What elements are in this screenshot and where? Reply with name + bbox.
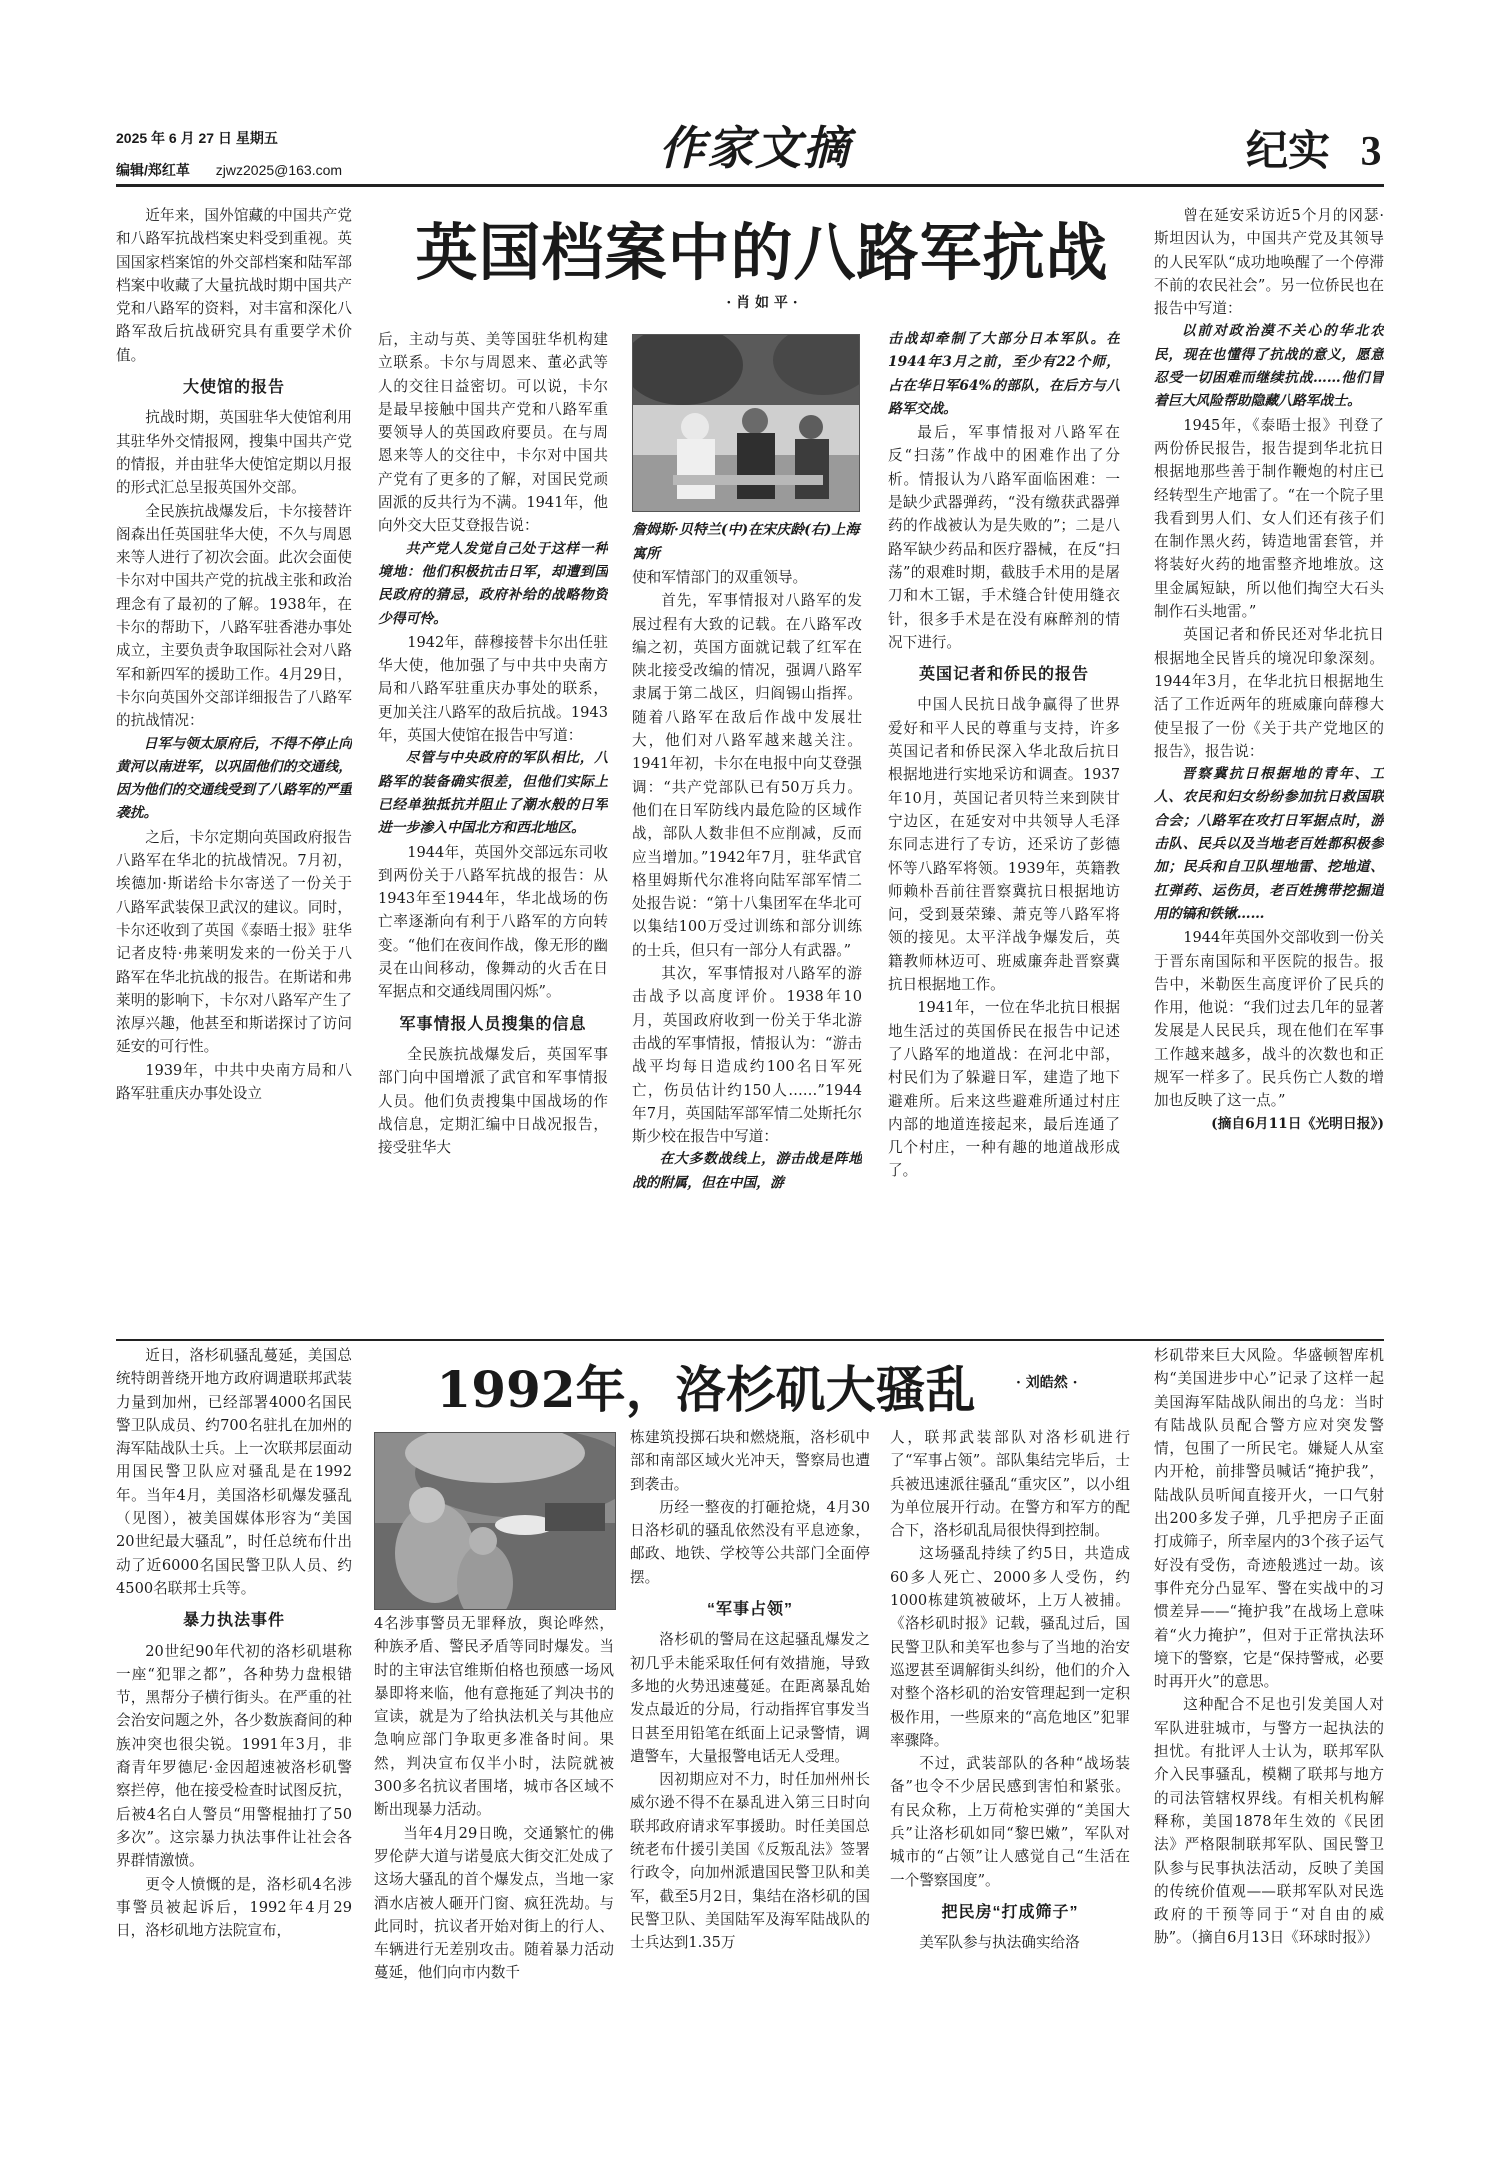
quote-paragraph: 在大多数战线上，游击战是阵地战的附属，但在中国，游 [632,1151,862,1191]
subheading: 大使馆的报告 [182,379,285,397]
quote-paragraph: 晋察冀抗日根据地的青年、工人、农民和妇女纷纷参加抗日救国联合会；八路军在攻打日军据点时，游击队、民兵以及当地老百姓都积极参加；民兵和自卫队埋地雷、挖地道、扛弹药、运伤员，老百姓携带挖掘道用的镐和铁锹…… [1154,766,1384,922]
newspaper-logo: 作家文摘 [659,121,851,175]
paragraph: 其次，军事情报对八路军的游击战予以高度评价。1938年10月，英国政府收到一份关于华北游击战的军事情报，情报认为：“游击战平均每日造成约100名日军死亡，伤员估计约150人……”1944年7月，英国陆军部军情二处斯托尔斯少校在报告中写道： [632,965,862,1146]
quote-paragraph: 尽管与中央政府的军队相比，八路军的装备确实很差，但他们实际上已经单独抵抗并阻止了潮水般的日军进一步渗入中国北方和西北地区。 [378,750,608,837]
quote-paragraph: 击战却牵制了大部分日本军队。在1944年3月之前，至少有22个师，占在华日军64%的部队，在后方与八路军交战。 [888,331,1120,417]
article2-byline: · 刘皓然 · [1016,1375,1078,1391]
paragraph: 后，主动与英、美等国驻华机构建立联系。卡尔与周恩来、董必武等人的交往日益密切。可以说，卡尔是最早接触中国共产党和八路军重要领导人的英国政府要员。在与周恩来等人的交往中，卡尔对中国共产党有了更多的了解，对国民党顽固派的反共行为不满。1941年，他向外交大臣艾登报告说： [378,331,608,535]
subheading: 暴力执法事件 [182,1612,285,1630]
paragraph: 曾在延安采访近5个月的冈瑟·斯坦因认为，中国共产党及其领导的人民军队“成功地唤醒了一个停滞不前的农民社会”。另一位侨民也在报告中写道： [1154,207,1384,318]
paragraph: 1944年英国外交部收到一份关于晋东南国际和平医院的报告。报告中，米勒医生高度评价了民兵的作用，他说：“我们过去几年的显著发展是人民民兵，现在他们在军事工作越来越多，战斗的次数也和正规军一样多了。民兵伤亡人数的增加也反映了这一点。” [1154,929,1384,1110]
subheading: 英国记者和侨民的报告 [918,666,1089,684]
section-label: 纪实 [1246,129,1331,175]
article2-column-5 [1154,1344,1384,2064]
article2-title: 1992年，洛杉矶大骚乱 [436,1360,976,1419]
paragraph: 抗战时期，英国驻华大使馆利用其驻华外交情报网，搜集中国共产党的情报，并由驻华大使馆定期以月报的形式汇总呈报英国外交部。 [116,409,352,497]
paragraph: 这场骚乱持续了约5日，共造成60多人死亡、2000多人受伤，约1000栋建筑被破坏，上万人被捕。《洛杉矶时报》记载，骚乱过后，国民警卫队和美军也参与了当地的治安巡逻甚至调解街头纠纷，他们的介入对整个洛杉矶的治安管理起到一定积极作用，一些原来的“高危地区”犯罪率骤降。 [890,1545,1130,1749]
paragraph: 全民族抗战爆发后，英国军事部门向中国增派了武官和军事情报人员。他们负责搜集中国战场的作战信息，定期汇编中日战况报告，接受驻华大 [378,1045,608,1157]
subheading: “军事占领” [706,1601,793,1619]
section-name [1246,118,1382,178]
paragraph: 更令人愤慨的是，洛杉矶4名涉事警员被起诉后，1992年4月29日，洛杉矶地方法院宣布， [116,1875,352,1940]
editor-email: zjwz2025@163.com [215,162,343,178]
editor-credit [116,160,342,180]
paragraph: 4名涉事警员无罪释放，舆论哗然，种族矛盾、警民矛盾等同时爆发。当时的主审法官维斯伯格也预感一场风暴即将来临，他有意拖延了判决书的宣读，就是为了给执法机关与其他应急响应部门争取更多准备时间。果然，判决宣布仅半小时，法院就被300多名抗议者围堵，城市各区域不断出现暴力活动。 [374,1615,614,1819]
article2-column-4 [890,1426,1130,2064]
article2-photo [374,1432,616,1610]
paragraph: 使和军情部门的双重领导。 [632,569,808,586]
editor-name: 编辑/郑红革 [116,162,190,178]
paragraph: 首先，军事情报对八路军的发展过程有大致的记载。在八路军改编之初，英国方面就记载了红军在陕北接受改编的情况，强调八路军隶属于第二战区，归阎锡山指挥。随着八路军在敌后作战中发展壮大，他们对八路军越来越关注。1941年初，卡尔在电报中向艾登强调：“共产党部队已有50万兵力。他们在日军防线内最危险的区域作战，部队人数非但不应削减，反而应当增加。”1942年7月，驻华武官格里姆斯代尔准将向陆军部军情二处报告说：“第十八集团军在华北可以集结100万受过训练和部分训练的士兵，但只有一部分人有武器。” [632,592,862,959]
article1-column-4 [888,328,1120,1336]
page-number: 3 [1360,129,1382,175]
paragraph: 全民族抗战爆发后，卡尔接替许阁森出任英国驻华大使，不久与周恩来等人进行了初次会面。此次会面使卡尔对中国共产党的抗战主张和政治理念有了最初的了解。1938年，在卡尔的帮助下，八路军驻香港办事处成立，主要负责争取国际社会对八路军和新四军的援助工作。4月29日，卡尔向英国外交部详细报告了八路军的抗战情况： [116,502,352,730]
quote-paragraph: 以前对政治漠不关心的华北农民，现在也懂得了抗战的意义，愿意忍受一切困难而继续抗战……他们冒着巨大风险帮助隐藏八路军战士。 [1154,323,1384,410]
paragraph: 因初期应对不力，时任加州州长威尔逊不得不在暴乱进入第三日时向联邦政府请求军事援助。时任美国总统老布什援引美国《反叛乱法》签署行政令，向加州派遣国民警卫队和美军，截至5月2日，集结在洛杉矶的国民警卫队、美国陆军及海军陆战队的士兵达到1.35万 [630,1771,870,1952]
quote-paragraph: 共产党人发觉自己处于这样一种境地：他们积极抗击日军，却遭到国民政府的猜忌，政府补给的战略物资少得可怜。 [378,540,608,627]
paragraph: 洛杉矶的警局在这起骚乱爆发之初几乎未能采取任何有效措施，导致多地的火势迅速蔓延。在距离暴乱始发点最近的分局，行动指挥官事发当日甚至用铅笔在纸面上记录警情，调遣警车，大量报警电话无人受理。 [630,1631,870,1765]
article-divider [116,1339,1384,1341]
paragraph: 20世纪90年代初的洛杉矶堪称一座“犯罪之都”，各种势力盘根错节，黑帮分子横行街头。在严重的社会治安问题之外，各少数族裔间的种族冲突也很尖锐。1991年3月，非裔青年罗德尼·金因超速被洛杉矶警察拦停，他在接受检查时试图反抗，后被4名白人警员“用警棍抽打了50多次”。这宗暴力执法事件让社会各界群情激愤。 [116,1642,352,1870]
issue-date: 2025 年 6 月 27 日 星期五 [116,130,278,146]
article1-photo [632,334,860,512]
paragraph: 美军队参与执法确实给洛 [919,1934,1080,1952]
article2-column-1 [116,1344,352,2064]
paragraph: 历经一整夜的打砸抢烧，4月30日洛杉矶的骚乱依然没有平息迹象，邮政、地铁、学校等公共部门全面停摆。 [630,1498,870,1586]
paragraph: 1939年，中共中央南方局和八路军驻重庆办事处设立 [116,1061,352,1102]
article1-title: 英国档案中的八路军抗战 [415,216,1109,289]
paragraph: 1942年，薛穆接替卡尔出任驻华大使，他加强了与中共中央南方局和八路军驻重庆办事处的联系，更加关注八路军的敌后抗战。1943年，英国大使馆在报告中写道： [378,633,608,745]
article1-photo-caption: 詹姆斯·贝特兰(中)在宋庆龄(右)上海寓所 [632,522,860,562]
paragraph: 不过，武装部队的各种“战场装备”也令不少居民感到害怕和紧张。有民众称，上万荷枪实弹的“美国大兵”让洛杉矶如同“黎巴嫩”，军队对城市的“占领”让人感觉自己“生活在一个警察国度”。 [890,1755,1130,1889]
paragraph: 1944年，英国外交部远东司收到两份关于八路军抗战的报告：从1943年至1944年，华北战场的伤亡率逐渐向有利于八路军的方向转变。“他们在夜间作战，像无形的幽灵在山间移动，像舞动的火舌在日军据点和交通线周围闪烁”。 [378,843,608,1001]
paragraph: 近日，洛杉矶骚乱蔓延，美国总统特朗普绕开地方政府调遣联邦武装力量到加州，已经部署4000名国民警卫队成员、约700名驻扎在加州的海军陆战队士兵。上一次联邦层面动用国民警卫队应对骚乱是在1992年。当年4月，美国洛杉矶爆发骚乱（见图），被美国媒体形容为“美国20世纪最大骚乱”，时任总统布什出动了近6000名国民警卫队人员、约4500名联邦士兵等。 [116,1347,352,1597]
source-note: (摘自6月11日《光明日报》) [1211,1115,1384,1132]
article1-byline: · 肖 如 平 · [726,295,798,311]
paragraph: 之后，卡尔定期向英国政府报告八路军在华北的抗战情况。7月初，埃德加·斯诺给卡尔寄送了一份关于八路军武装保卫武汉的建议。同时，卡尔还收到了英国《泰晤士报》驻华记者皮特·弗莱明发来的一份关于八路军在华北抗战的报告。在斯诺和弗莱明的影响下，卡尔对八路军产生了浓厚兴趣，他甚至和斯诺探讨了访问延安的可行性。 [116,828,352,1056]
paragraph: 当年4月29日晚，交通繁忙的佛罗伦萨大道与诺曼底大街交汇处成了这场大骚乱的首个爆发点，当地一家酒水店被人砸开门窗、疯狂洗劫。与此同时，抗议者开始对街上的行人、车辆进行无差别攻击。随着暴力活动蔓延，他们向市内数千 [374,1824,614,1982]
historic-photo-image [633,335,859,511]
article1-column-1 [116,204,352,1336]
article1-column-3 [632,566,862,1336]
paragraph: 这种配合不足也引发美国人对军队进驻城市，与警方一起执法的担忧。有批评人士认为，联邦军队介入民事骚乱，模糊了联邦与地方的司法管辖权界线。有相关机构解释称，美国1878年生效的《民团法》严格限制联邦军队、国民警卫队参与民事执法活动，反映了美国的传统价值观——联邦军队对民选政府的干预等同于“对自由的威胁”。（摘自6月13日《环球时报》） [1154,1696,1384,1947]
article1-column-2 [378,328,608,1336]
masthead-rule [116,184,1384,187]
paragraph: 人，联邦武装部队对洛杉矶进行了“军事占领”。部队集结完毕后，士兵被迅速派往骚乱“重灾区”，以小组为单位展开行动。在警方和军方的配合下，洛杉矶乱局很快得到控制。 [890,1429,1130,1540]
subheading: 把民房“打成筛子” [941,1903,1079,1921]
article2-column-2 [374,1612,614,2064]
paragraph: 栋建筑投掷石块和燃烧瓶，洛杉矶中部和南部区域火光冲天，警察局也遭到袭击。 [630,1429,870,1493]
paragraph: 1941年，一位在华北抗日根据地生活过的英国侨民在报告中记述了八路军的地道战：在河北中部，村民们为了躲避日军，建造了地下避难所。后来这些避难所通过村庄内部的地道连接起来，最后连通了几个村庄，一种有趣的地道战形成了。 [888,999,1120,1180]
paragraph: 杉矶带来巨大风险。华盛顿智库机构“美国进步中心”记录了这样一起美国海军陆战队闹出的乌龙：当时有陆战队员配合警方应对突发警情，包围了一所民宅。嫌疑人从室内开枪，前排警员喊话“掩护我”，陆战队员听闻直接开火，一口气射出200多发子弹，几乎把房子正面打成筛子，所幸屋内的3个孩子运气好没有受伤，奇迹般逃过一劫。该事件充分凸显军、警在实战中的习惯差异——“掩护我”在战场上意味着“火力掩护”，但对于正常执法环境下的警察，它是“保持警戒，必要时再开火”的意思。 [1154,1347,1384,1691]
paragraph: 近年来，国外馆藏的中国共产党和八路军抗战档案史料受到重视。英国国家档案馆的外交部档案和陆军部档案中收藏了大量抗战时期中国共产党和八路军的资料，对丰富和深化八路军敌后抗战研究具有重要学术价值。 [116,207,352,364]
article1-column-5 [1154,204,1384,1336]
riot-photo-image [375,1433,615,1609]
quote-paragraph: 日军与领太原府后，不得不停止向黄河以南进军，以巩固他们的交通线，因为他们的交通线受到了八路军的严重袭扰。 [116,735,352,822]
paragraph: 最后，军事情报对八路军在反“扫荡”作战中的困难作出了分析。情报认为八路军面临困难：一是缺少武器弹药，“没有缴获武器弹药的作战被认为是失败的”；二是八路军缺少药品和医疗器械，在反“扫荡”的艰难时期，截肢手术用的是屠刀和木工锯，手术缝合针使用缝衣针，很多手术是在没有麻醉剂的情况下进行。 [888,424,1120,651]
paragraph: 英国记者和侨民还对华北抗日根据地全民皆兵的境况印象深刻。1944年3月，在华北抗日根据地生活了工作近两年的班威廉向薛穆大使呈报了一份《关于共产党地区的报告》，报告说： [1154,626,1384,760]
subheading: 军事情报人员搜集的信息 [399,1015,587,1033]
article2-column-3 [630,1426,870,2064]
paragraph: 1945年，《泰晤士报》刊登了两份侨民报告，报告提到华北抗日根据地那些善于制作鞭炮的村庄已经转型生产地雷了。“在一个院子里我看到男人们、女人们还有孩子们在制作黑火药，铸造地雷套管，并将装好火药的地雷整齐地堆放。这里金属短缺，所以他们掏空大石头制作石头地雷。” [1154,416,1384,621]
paragraph: 中国人民抗日战争赢得了世界爱好和平人民的尊重与支持，许多英国记者和侨民深入华北敌后抗日根据地进行实地采访和调查。1937年10月，英国记者贝特兰来到陕甘宁边区，在延安对中共领导人毛泽东同志进行了专访，还采访了彭德怀等八路军将领。1939年，英籍教师赖朴吾前往晋察冀抗日根据地访问，受到聂荣臻、萧克等八路军将领的接见。太平洋战争爆发后，英籍教师林迈可、班威廉奔赴晋察冀抗日根据地工作。 [888,696,1120,994]
